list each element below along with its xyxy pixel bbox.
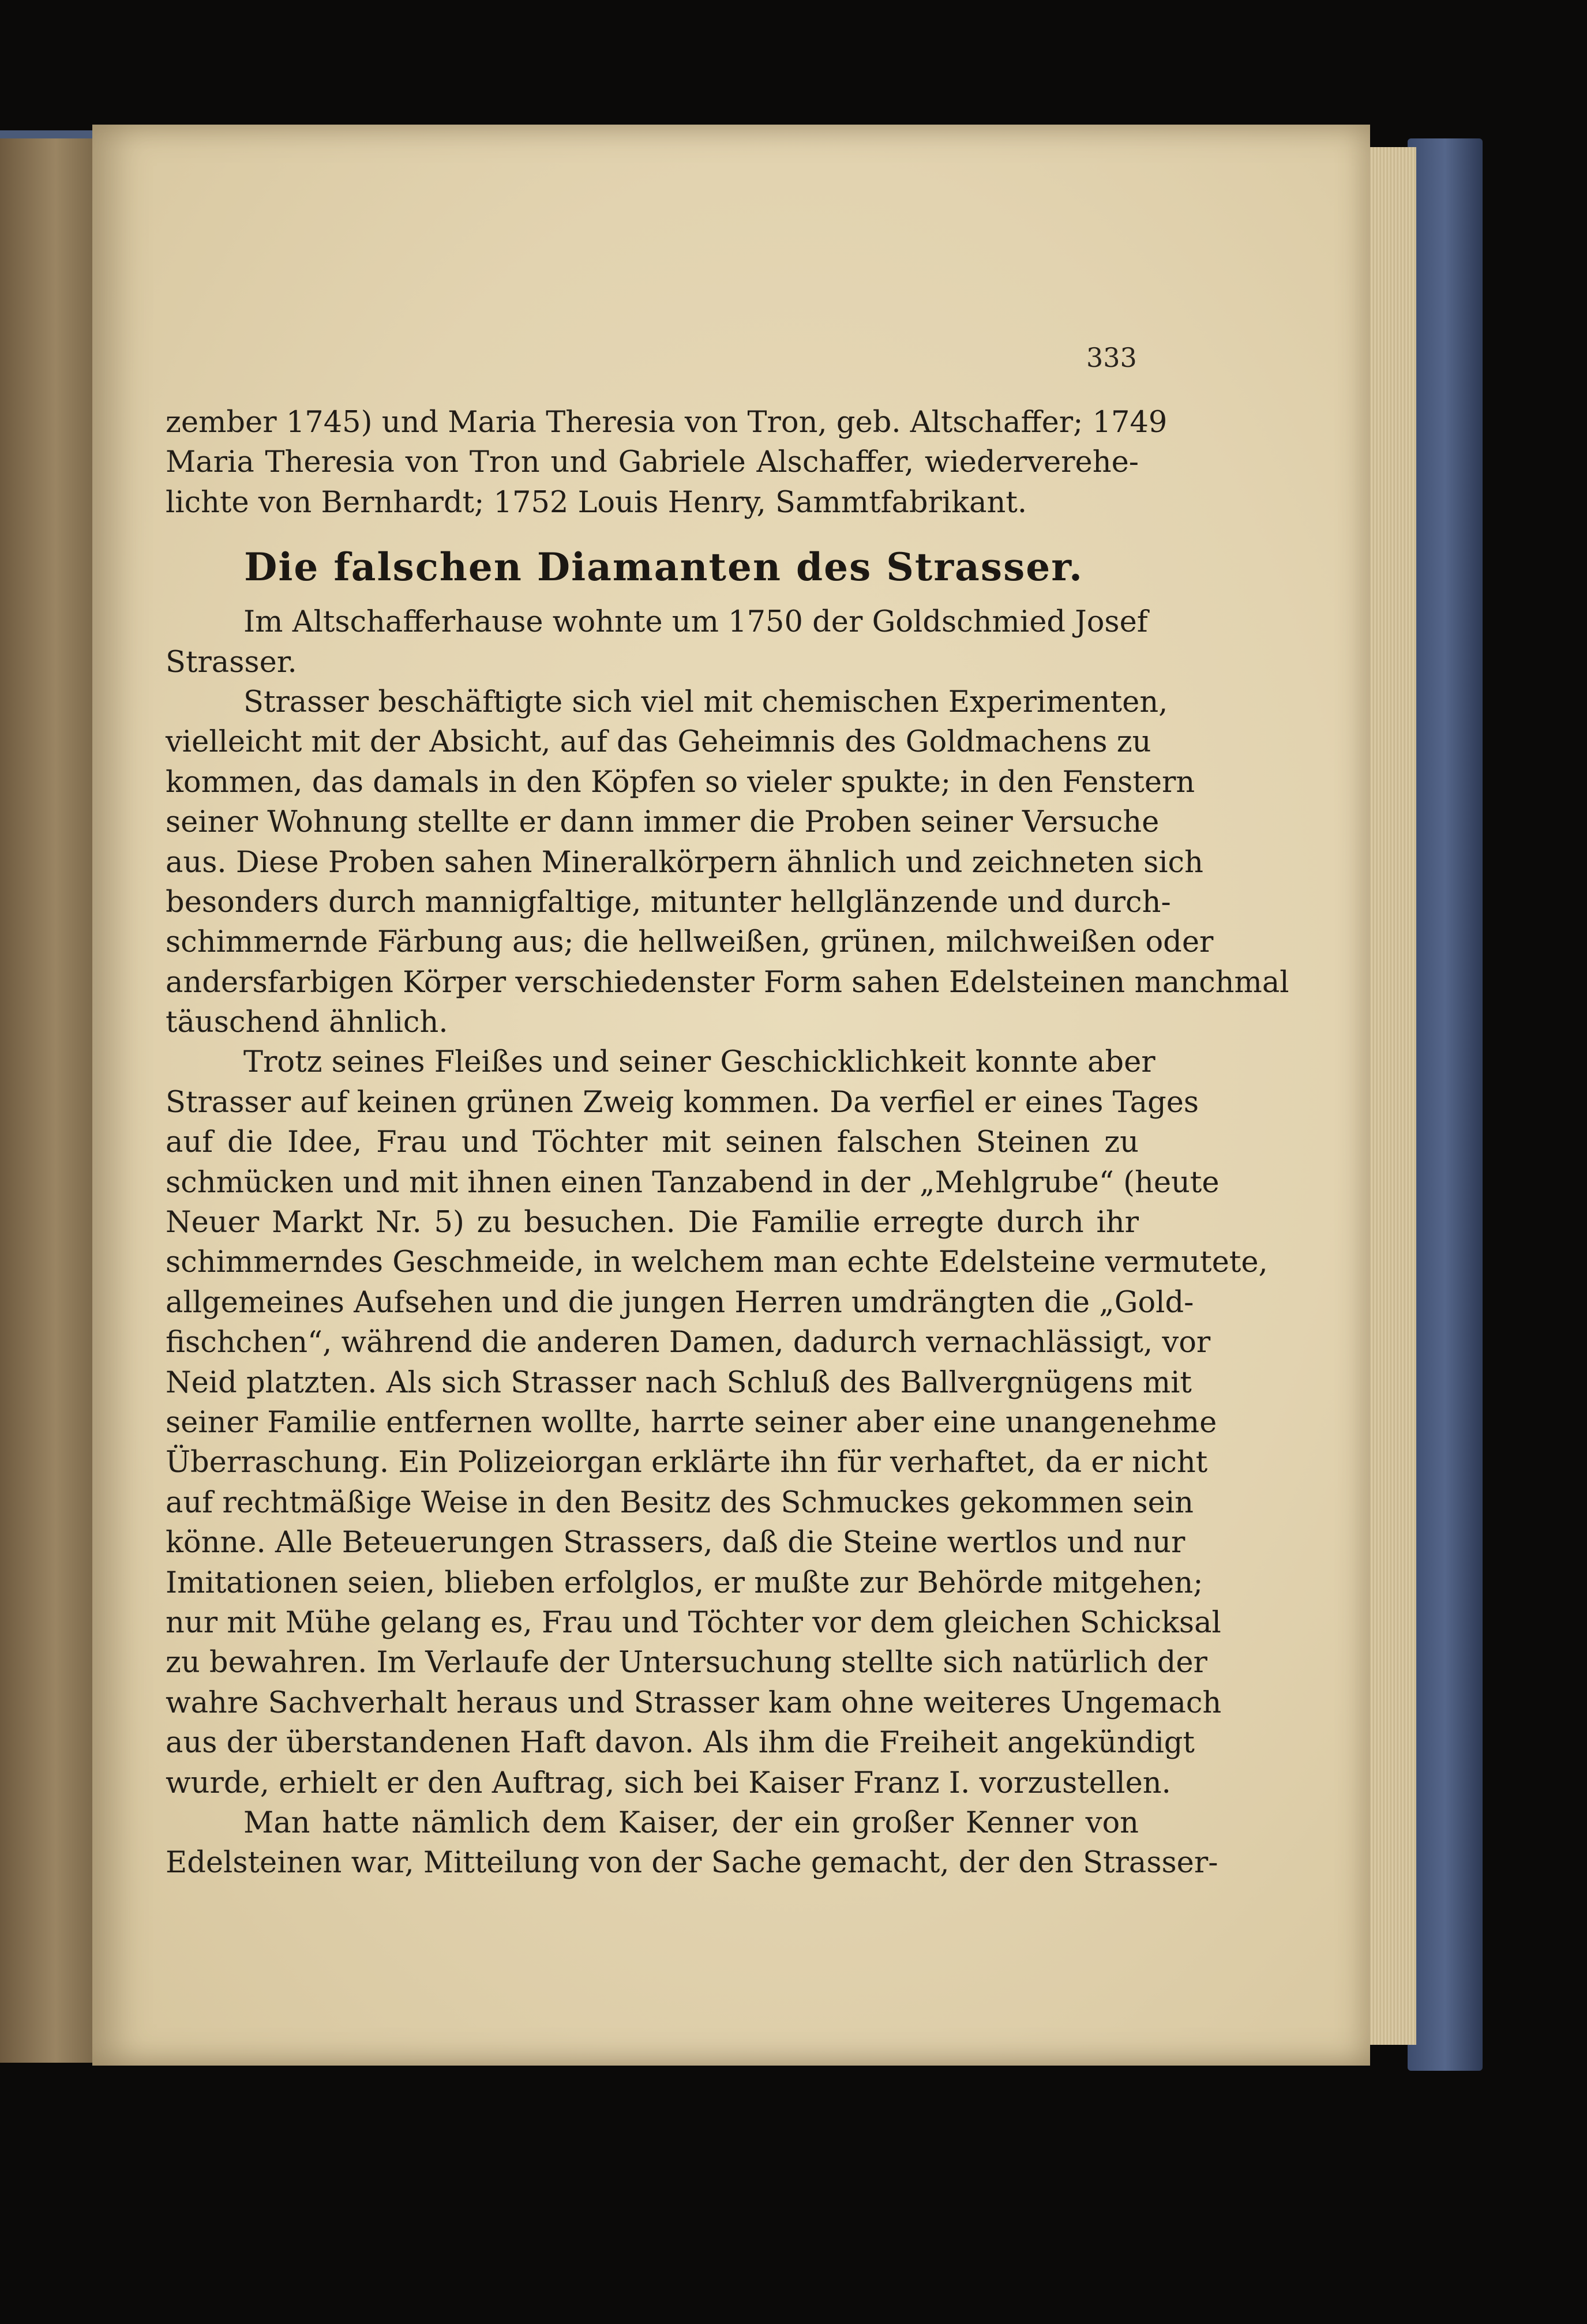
paragraph	[166, 682, 1289, 1043]
section-heading: Die falschen Diamanten des Strasser.	[244, 545, 1083, 590]
text-line: Neid platzten. Als sich Strasser nach Schluß des Ballvergnügens mit	[166, 1365, 1192, 1400]
text-line: zember 1745) und Maria Theresia von Tron, geb. Altschaffer; 1749	[166, 406, 1168, 440]
text-line: Trotz seines Fleißes und seiner Geschicklichkeit konnte aber	[243, 1045, 1155, 1080]
text-line: Strasser beschäftigte sich viel mit chemischen Experimenten,	[243, 685, 1168, 719]
text-line: täuschend ähnlich.	[166, 1005, 448, 1040]
text-line: lichte von Bernhardt; 1752 Louis Henry, Sammtfabrikant.	[166, 485, 1027, 520]
text-line: zu bewahren. Im Verlaufe der Untersuchung stellte sich natürlich der	[166, 1646, 1207, 1680]
page-number: 333	[1086, 342, 1137, 373]
text-line: besonders durch mannigfaltige, mitunter hellglänzende und durch-	[166, 885, 1171, 919]
page-text	[166, 403, 1289, 1883]
text-line: allgemeines Aufsehen und die jungen Herren umdrängten die „Gold-	[166, 1285, 1194, 1320]
text-line: fischchen“, während die anderen Damen, dadurch vernachlässigt, vor	[166, 1326, 1211, 1360]
paragraph	[166, 602, 1148, 682]
text-line: Strasser auf keinen grünen Zweig kommen. Da verfiel er eines Tages	[166, 1085, 1199, 1120]
paragraph	[166, 1042, 1268, 1803]
text-line: vielleicht mit der Absicht, auf das Geheimnis des Goldmachens zu	[166, 725, 1151, 760]
text-line: schmücken und mit ihnen einen Tanzabend in der „Mehlgrube“ (heute	[166, 1165, 1220, 1200]
facing-cover-edge	[0, 130, 92, 138]
text-line: auf rechtmäßige Weise in den Besitz des Schmuckes gekommen sein	[166, 1485, 1194, 1520]
text-line: Imitationen seien, blieben erfolglos, er mußte zur Behörde mitgehen;	[166, 1565, 1203, 1600]
paragraph	[166, 1803, 1218, 1883]
text-line: Strasser.	[166, 645, 297, 679]
text-line: aus. Diese Proben sahen Mineralkörpern ähnlich und zeichneten sich	[166, 845, 1203, 880]
text-line: wurde, erhielt er den Auftrag, sich bei Kaiser Franz I. vorzustellen.	[166, 1766, 1171, 1800]
text-line: schimmernde Färbung aus; die hellweißen, grünen, milchweißen oder	[166, 925, 1214, 960]
text-line: seiner Familie entfernen wollte, harrte seiner aber eine unangenehme	[166, 1405, 1217, 1440]
text-line: wahre Sachverhalt heraus und Strasser kam ohne weiteres Ungemach	[166, 1685, 1222, 1720]
text-line: andersfarbigen Körper verschiedenster Form sahen Edelsteinen manchmal	[166, 965, 1289, 1000]
text-line: Überraschung. Ein Polizeiorgan erklärte ihn für verhaftet, da er nicht	[166, 1446, 1208, 1480]
text-line: auf die Idee, Frau und Töchter mit seinen falschen Steinen zu	[166, 1125, 1139, 1160]
text-line: Man hatte nämlich dem Kaiser, der ein großer Kenner von	[243, 1805, 1139, 1840]
text-line: nur mit Mühe gelang es, Frau und Töchter vor dem gleichen Schicksal	[166, 1605, 1221, 1640]
text-line: aus der überstandenen Haft davon. Als ihm die Freiheit angekündigt	[166, 1726, 1195, 1760]
book-cover-edge	[1408, 138, 1483, 2071]
text-line: könne. Alle Beteuerungen Strassers, daß die Steine wertlos und nur	[166, 1526, 1185, 1560]
text-line: Im Altschafferhause wohnte um 1750 der Goldschmied Josef	[243, 605, 1148, 640]
facing-page-edge	[0, 130, 92, 2063]
text-line: seiner Wohnung stellte er dann immer die Proben seiner Versuche	[166, 805, 1160, 840]
text-line: Maria Theresia von Tron und Gabriele Alschaffer, wiederverehe-	[166, 445, 1139, 480]
text-line: Edelsteinen war, Mitteilung von der Sache gemacht, der den Strasser-	[166, 1846, 1218, 1880]
text-line: kommen, das damals in den Köpfen so vieler spukte; in den Fenstern	[166, 765, 1195, 799]
text-line: Neuer Markt Nr. 5) zu besuchen. Die Familie erregte durch ihr	[166, 1206, 1139, 1240]
text-line: schimmerndes Geschmeide, in welchem man echte Edelsteine vermutete,	[166, 1245, 1268, 1280]
